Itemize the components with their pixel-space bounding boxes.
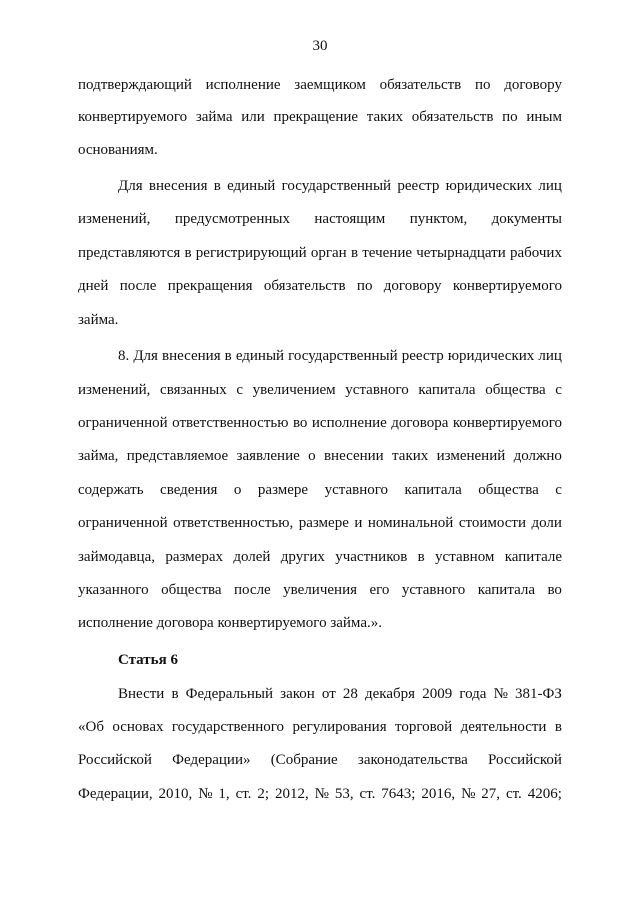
word: Федерации, bbox=[78, 786, 153, 802]
word: долей bbox=[233, 549, 271, 565]
word: уставного bbox=[345, 382, 409, 398]
word: государственный bbox=[281, 178, 392, 194]
text-line: основаниям. bbox=[78, 142, 158, 158]
word: внесении bbox=[323, 448, 384, 464]
word: регистрирующий bbox=[195, 245, 307, 261]
word: по bbox=[356, 278, 373, 294]
word: закон bbox=[280, 686, 315, 702]
word: основах bbox=[112, 719, 164, 735]
word: 1, bbox=[218, 786, 230, 802]
word: участников bbox=[335, 549, 408, 565]
word: капитала bbox=[477, 582, 535, 598]
word: займа, bbox=[78, 448, 119, 464]
word: юридических bbox=[447, 348, 535, 364]
word: других bbox=[280, 549, 325, 565]
word: 2009 bbox=[422, 686, 453, 702]
word: размере bbox=[298, 515, 349, 531]
word: по bbox=[474, 77, 491, 93]
word: торговой bbox=[395, 719, 453, 735]
word: общества bbox=[485, 382, 546, 398]
word: размере bbox=[257, 482, 309, 498]
text-line bbox=[78, 547, 562, 567]
word: обязательств bbox=[263, 278, 346, 294]
word: увеличения bbox=[283, 582, 357, 598]
word: юридических bbox=[445, 178, 533, 194]
word: в bbox=[213, 178, 221, 194]
word: сведения bbox=[160, 482, 218, 498]
word: и bbox=[354, 515, 363, 531]
word: № bbox=[493, 686, 508, 702]
word: Российской bbox=[488, 752, 562, 768]
word: с bbox=[555, 382, 562, 398]
word: после bbox=[119, 278, 157, 294]
text-line bbox=[118, 684, 562, 704]
word: уставного bbox=[324, 482, 389, 498]
word: с bbox=[236, 382, 243, 398]
word: 2010, bbox=[158, 786, 193, 802]
word: иным bbox=[526, 109, 562, 125]
word: ограниченной bbox=[78, 515, 168, 531]
page-number: 30 bbox=[312, 38, 328, 54]
word: заявление bbox=[236, 448, 300, 464]
word: № bbox=[314, 786, 329, 802]
word: 2; bbox=[257, 786, 270, 802]
word: о bbox=[233, 482, 242, 498]
word: 7643; bbox=[381, 786, 416, 802]
word: во bbox=[547, 582, 562, 598]
word: должно bbox=[513, 448, 562, 464]
word: государственный bbox=[288, 348, 398, 364]
word: 4206; bbox=[527, 786, 562, 802]
word: Федерации» bbox=[172, 752, 251, 768]
word: рабочих bbox=[509, 245, 562, 261]
word: 381-ФЗ bbox=[515, 686, 562, 702]
text-line bbox=[78, 513, 562, 533]
word: займодавца, bbox=[78, 549, 155, 565]
text-line bbox=[78, 717, 562, 737]
word: течение bbox=[362, 245, 413, 261]
word: договору bbox=[504, 77, 562, 93]
word: № bbox=[461, 786, 476, 802]
text-line bbox=[118, 346, 562, 366]
word: во bbox=[292, 415, 308, 431]
word: прекращения bbox=[167, 278, 253, 294]
word: договора bbox=[391, 415, 449, 431]
text-line bbox=[78, 480, 562, 500]
text-line bbox=[78, 107, 562, 127]
word: в bbox=[350, 245, 359, 261]
text-line bbox=[78, 750, 562, 770]
word: конвертируемого bbox=[78, 109, 188, 125]
word: реестр bbox=[397, 178, 440, 194]
word: 2012, bbox=[274, 786, 309, 802]
word: с bbox=[555, 482, 562, 498]
word: ст. bbox=[505, 786, 522, 802]
word: общества bbox=[478, 482, 539, 498]
word: или bbox=[241, 109, 265, 125]
text-line bbox=[118, 176, 562, 196]
word: изменений, bbox=[78, 211, 151, 227]
word: капитала bbox=[404, 482, 462, 498]
word: заемщиком bbox=[294, 77, 366, 93]
word: настоящим bbox=[314, 211, 386, 227]
word: «Об bbox=[78, 719, 104, 735]
word: доли bbox=[531, 515, 562, 531]
word: внесения bbox=[162, 348, 221, 364]
text-line: исполнение договора конвертируемого займа.». bbox=[78, 615, 382, 631]
word: 8. bbox=[118, 348, 130, 364]
word: Для bbox=[133, 348, 158, 364]
word: капитала bbox=[418, 382, 476, 398]
word: подтверждающий bbox=[78, 77, 192, 93]
word: общества bbox=[161, 582, 222, 598]
word: представляются bbox=[78, 245, 181, 261]
word: Для bbox=[118, 178, 143, 194]
text-line bbox=[78, 75, 562, 95]
word: единый bbox=[235, 348, 285, 364]
word: договору bbox=[383, 278, 442, 294]
word: ст. bbox=[359, 786, 376, 802]
word: займа bbox=[195, 109, 233, 125]
word: деятельности bbox=[460, 719, 547, 735]
word: орган bbox=[310, 245, 347, 261]
word: Российской bbox=[78, 752, 152, 768]
text-line bbox=[78, 209, 562, 229]
text-line bbox=[78, 784, 562, 804]
text-line bbox=[78, 243, 562, 263]
word: связанных bbox=[160, 382, 227, 398]
word: лиц bbox=[538, 178, 562, 194]
word: в bbox=[554, 719, 562, 735]
word: о bbox=[308, 448, 316, 464]
text-line bbox=[78, 580, 562, 600]
word: исполнение bbox=[311, 415, 387, 431]
word: уставном bbox=[435, 549, 495, 565]
word: от bbox=[321, 686, 336, 702]
word: указанного bbox=[78, 582, 149, 598]
word: законодательства bbox=[357, 752, 468, 768]
word: капитале bbox=[504, 549, 562, 565]
word: ответственностью, bbox=[173, 515, 294, 531]
word: ответственностью bbox=[172, 415, 289, 431]
word: увеличением bbox=[252, 382, 336, 398]
word: четырнадцати bbox=[416, 245, 506, 261]
word: по bbox=[502, 109, 518, 125]
word: содержать bbox=[78, 482, 144, 498]
word: государственного bbox=[171, 719, 285, 735]
word: ограниченной bbox=[78, 415, 168, 431]
word: Федеральный bbox=[185, 686, 274, 702]
word: № bbox=[198, 786, 213, 802]
word: 2016, bbox=[421, 786, 456, 802]
word: его bbox=[369, 582, 390, 598]
word: предусмотренных bbox=[174, 211, 290, 227]
text-line bbox=[78, 276, 562, 296]
word: номинальной bbox=[367, 515, 454, 531]
word: в bbox=[224, 348, 232, 364]
word: после bbox=[234, 582, 271, 598]
word: декабря bbox=[365, 686, 416, 702]
text-line: займа. bbox=[78, 312, 119, 328]
word: исполнение bbox=[205, 77, 281, 93]
word: единый bbox=[227, 178, 276, 194]
word: в bbox=[184, 245, 192, 261]
word: ст. bbox=[235, 786, 252, 802]
word: Внести bbox=[118, 686, 165, 702]
word: в bbox=[171, 686, 179, 702]
word: таких bbox=[366, 109, 403, 125]
word: 27, bbox=[481, 786, 501, 802]
word: регулирования bbox=[292, 719, 387, 735]
word: 53, bbox=[334, 786, 354, 802]
word: (Собрание bbox=[270, 752, 338, 768]
word: уставного bbox=[401, 582, 466, 598]
word: в bbox=[417, 549, 425, 565]
word: реестр bbox=[401, 348, 444, 364]
word: внесения bbox=[148, 178, 208, 194]
word: лиц bbox=[538, 348, 562, 364]
word: документы bbox=[491, 211, 562, 227]
word: обязательств bbox=[411, 109, 494, 125]
text-line bbox=[78, 446, 562, 466]
word: изменений bbox=[436, 448, 506, 464]
word: таких bbox=[392, 448, 429, 464]
word: года bbox=[459, 686, 487, 702]
word: пунктом, bbox=[409, 211, 468, 227]
word: дней bbox=[78, 278, 109, 294]
text-line bbox=[78, 413, 562, 433]
word: прекращение bbox=[273, 109, 359, 125]
word: размерах bbox=[165, 549, 223, 565]
word: стоимости bbox=[458, 515, 526, 531]
text-line bbox=[78, 380, 562, 400]
article-heading: Статья 6 bbox=[118, 652, 178, 668]
word: конвертируемого bbox=[452, 278, 562, 294]
word: представляемое bbox=[126, 448, 229, 464]
word: обязательств bbox=[379, 77, 462, 93]
word: конвертируемого bbox=[452, 415, 562, 431]
word: изменений, bbox=[78, 382, 151, 398]
word: 28 bbox=[342, 686, 358, 702]
